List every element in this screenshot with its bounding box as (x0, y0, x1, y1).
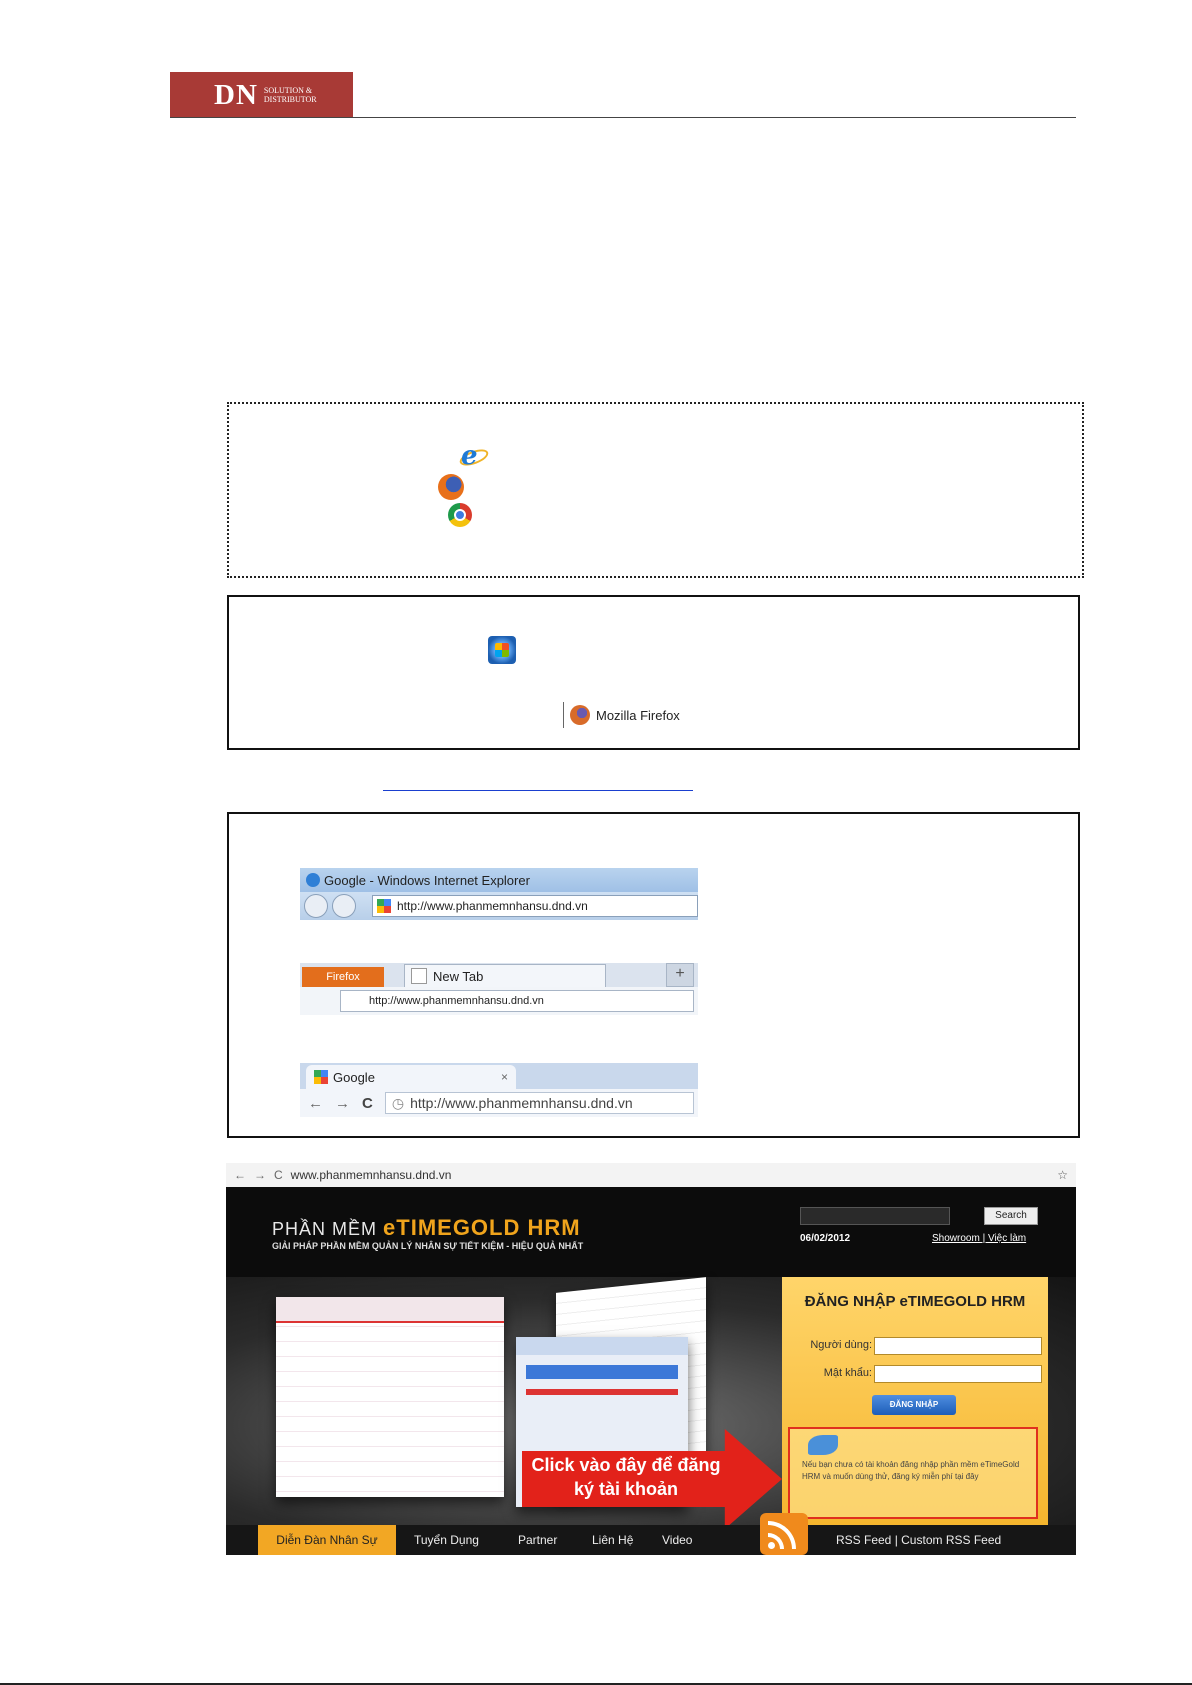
blank-page-icon (411, 968, 427, 984)
nav-item-contact[interactable]: Liên Hệ (592, 1533, 634, 1547)
register-box[interactable] (788, 1427, 1038, 1519)
company-logo (170, 72, 353, 118)
rss-links[interactable]: RSS Feed | Custom RSS Feed (836, 1533, 1002, 1547)
google-favicon-icon (377, 899, 391, 913)
ie-title-bar (300, 868, 698, 892)
site-search-button[interactable]: Search (984, 1207, 1038, 1225)
new-tab-button[interactable]: + (666, 963, 694, 987)
ie-url-text: http://www.phanmemnhansu.dnd.vn (397, 899, 588, 913)
reload-icon[interactable]: C (362, 1094, 373, 1112)
website-link[interactable] (383, 770, 693, 791)
ie-window-title: Google - Windows Internet Explorer (324, 872, 530, 888)
nav-item-video[interactable]: Video (662, 1533, 693, 1547)
firefox-url-text: http://www.phanmemnhansu.dnd.vn (369, 995, 544, 1007)
ie-small-icon (306, 873, 320, 887)
chrome-url-field[interactable] (385, 1092, 694, 1114)
firefox-icon (438, 474, 464, 500)
forward-arrow-icon[interactable]: → (335, 1094, 350, 1112)
forward-button[interactable] (332, 894, 356, 918)
windows-start-icon[interactable] (488, 636, 516, 664)
firefox-menu-label: Mozilla Firefox (596, 707, 680, 723)
chrome-tab[interactable] (306, 1065, 516, 1089)
firefox-menu-item[interactable] (563, 702, 694, 728)
firefox-menu-button[interactable]: Firefox (302, 967, 384, 987)
site-title: PHẦN MỀM eTIMEGOLD HRM (272, 1215, 581, 1240)
site-hero (226, 1277, 1076, 1525)
site-url[interactable]: www.phanmemnhansu.dnd.vn (290, 1168, 452, 1182)
nav-item-jobs[interactable]: Tuyển Dụng (414, 1533, 479, 1547)
bird-icon (808, 1435, 838, 1455)
username-label: Người dùng: (810, 1339, 872, 1351)
chrome-url-text: http://www.phanmemnhansu.dnd.vn (410, 1095, 633, 1111)
page-icon: ◷ (391, 1094, 405, 1111)
firefox-address-bar (300, 963, 698, 1015)
password-label: Mật khẩu: (823, 1367, 872, 1379)
register-text: Nếu bạn chưa có tài khoản đăng nhập phần mềm eTimeGold HRM và muốn dùng thử, đăng ký miễn phí tại đây (802, 1460, 1020, 1481)
header-divider (170, 117, 1076, 118)
firefox-tab-label: New Tab (433, 968, 484, 984)
google-favicon-icon (314, 1070, 328, 1084)
back-arrow-icon[interactable]: ← (234, 1168, 246, 1182)
logo-tagline: SOLUTION & DISTRIBUTOR (263, 86, 317, 104)
reload-icon[interactable]: C (274, 1168, 283, 1182)
rss-icon[interactable] (760, 1513, 808, 1555)
ie-icon: e (461, 445, 485, 469)
forward-arrow-icon[interactable]: → (254, 1168, 266, 1182)
logo-mark: DN (214, 78, 258, 111)
back-button[interactable] (304, 894, 328, 918)
username-input[interactable] (874, 1337, 1042, 1355)
website-screenshot (226, 1163, 1076, 1555)
nav-item-partner[interactable]: Partner (518, 1533, 558, 1547)
site-date: 06/02/2012 (800, 1233, 851, 1244)
back-arrow-icon[interactable]: ← (308, 1094, 323, 1112)
mozilla-firefox-icon (570, 705, 590, 725)
site-tagline: GIẢI PHÁP PHẦN MỀM QUẢN LÝ NHÂN SỰ TIẾT KIỆM - HIỆU QUẢ NHẤT (272, 1241, 584, 1251)
firefox-tab[interactable] (404, 964, 606, 987)
login-title: ĐĂNG NHẬP eTIMEGOLD HRM (804, 1293, 1026, 1310)
chrome-tab-label: Google (333, 1069, 375, 1085)
ie-address-bar (300, 868, 698, 920)
site-header (226, 1187, 1076, 1277)
site-brand: eTIMEGOLD HRM (383, 1215, 581, 1240)
site-top-links[interactable]: Showroom | Việc làm (932, 1233, 1027, 1244)
product-screenshot (276, 1297, 504, 1497)
callout-text: Click vào đây để đăng ký tài khoản (531, 1455, 721, 1499)
bookmark-star-icon[interactable]: ☆ (1057, 1168, 1068, 1182)
close-tab-icon[interactable]: × (500, 1070, 508, 1084)
password-input[interactable] (874, 1365, 1042, 1383)
chrome-address-bar (300, 1063, 698, 1117)
browser-list-box (227, 402, 1084, 578)
nav-item-forum[interactable]: Diễn Đàn Nhân Sự (258, 1525, 396, 1555)
firefox-url-field[interactable] (340, 990, 694, 1012)
site-browser-toolbar (226, 1163, 1076, 1188)
ie-url-field[interactable] (372, 895, 698, 917)
login-panel (782, 1277, 1048, 1525)
site-nav (226, 1525, 1076, 1555)
chrome-icon (448, 503, 472, 527)
login-button[interactable]: ĐĂNG NHẬP (872, 1395, 956, 1415)
site-search-input[interactable] (800, 1207, 950, 1225)
